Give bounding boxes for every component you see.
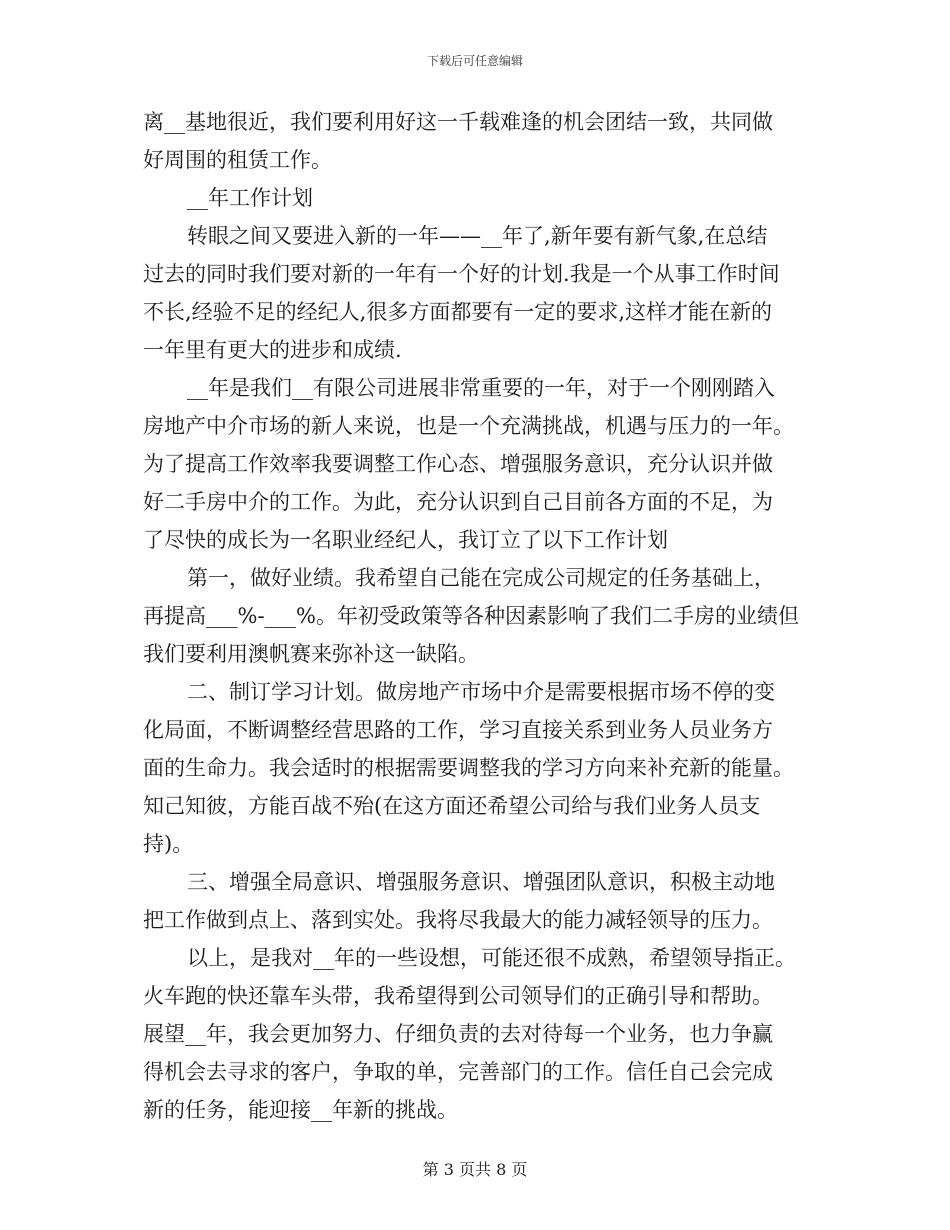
text-line: 化局面，不断调整经营思路的工作，学习直接关系到业务人员业务方 <box>143 718 773 742</box>
text-line: 一年里有更大的进步和成绩. <box>143 338 402 362</box>
text-line: 持)。 <box>143 832 194 856</box>
text-line: 火车跑的快还靠车头带，我希望得到公司领导们的正确引导和帮助。 <box>143 984 773 1008</box>
text-line: 我们要利用澳帆赛来弥补这一缺陷。 <box>143 642 479 666</box>
text-line: 把工作做到点上、落到实处。我将尽我最大的能力减轻领导的压力。 <box>143 908 773 932</box>
text-line: 二、制订学习计划。做房地产市场中介是需要根据市场不停的变 <box>187 680 775 704</box>
text-line: __年是我们__有限公司进展非常重要的一年，对于一个刚刚踏入 <box>187 376 775 400</box>
text-line: 展望__年，我会更加努力、仔细负责的去对待每一个业务，也力争赢 <box>143 1022 773 1046</box>
text-line: 三、增强全局意识、增强服务意识、增强团队意识，积极主动地 <box>187 870 775 894</box>
text-line: 好二手房中介的工作。为此，充分认识到自己目前各方面的不足，为 <box>143 490 773 514</box>
text-line: 新的任务，能迎接__年新的挑战。 <box>143 1098 458 1122</box>
text-line: 离__基地很近，我们要利用好这一千载难逢的机会团结一致，共同做 <box>143 110 773 134</box>
text-line: 房地产中介市场的新人来说，也是一个充满挑战，机遇与压力的一年。 <box>143 414 794 438</box>
page-footer: 第 3 页共 8 页 <box>422 1160 528 1179</box>
document-body <box>143 103 811 1129</box>
text-line: 转眼之间又要进入新的一年——__年了,新年要有新气象,在总结 <box>187 224 768 248</box>
text-line: 为了提高工作效率我要调整工作心态、增强服务意识，充分认识并做 <box>143 452 773 476</box>
text-line: __年工作计划 <box>187 186 313 210</box>
text-line: 面的生命力。我会适时的根据需要调整我的学习方向来补充新的能量。 <box>143 756 794 780</box>
text-line: 过去的同时我们要对新的一年有一个好的计划.我是一个从事工作时间 <box>143 262 780 286</box>
text-line: 好周围的租赁工作。 <box>143 148 332 172</box>
text-line: 知己知彼，方能百战不殆(在这方面还希望公司给与我们业务人员支 <box>143 794 761 818</box>
page-header: 下载后可任意编辑 <box>426 54 523 68</box>
text-line: 第一，做好业绩。我希望自己能在完成公司规定的任务基础上， <box>187 566 775 590</box>
text-line: 了尽快的成长为一名职业经纪人，我订立了以下工作计划 <box>143 528 668 552</box>
text-line: 再提高___%-___%。年初受政策等各种因素影响了我们二手房的业绩但 <box>143 604 800 628</box>
text-line: 以上，是我对__年的一些设想，可能还很不成熟，希望领导指正。 <box>187 946 796 970</box>
text-line: 得机会去寻求的客户，争取的单，完善部门的工作。信任自己会完成 <box>143 1060 773 1084</box>
text-line: 不长,经验不足的经纪人,很多方面都要有一定的要求,这样才能在新的 <box>143 300 773 324</box>
